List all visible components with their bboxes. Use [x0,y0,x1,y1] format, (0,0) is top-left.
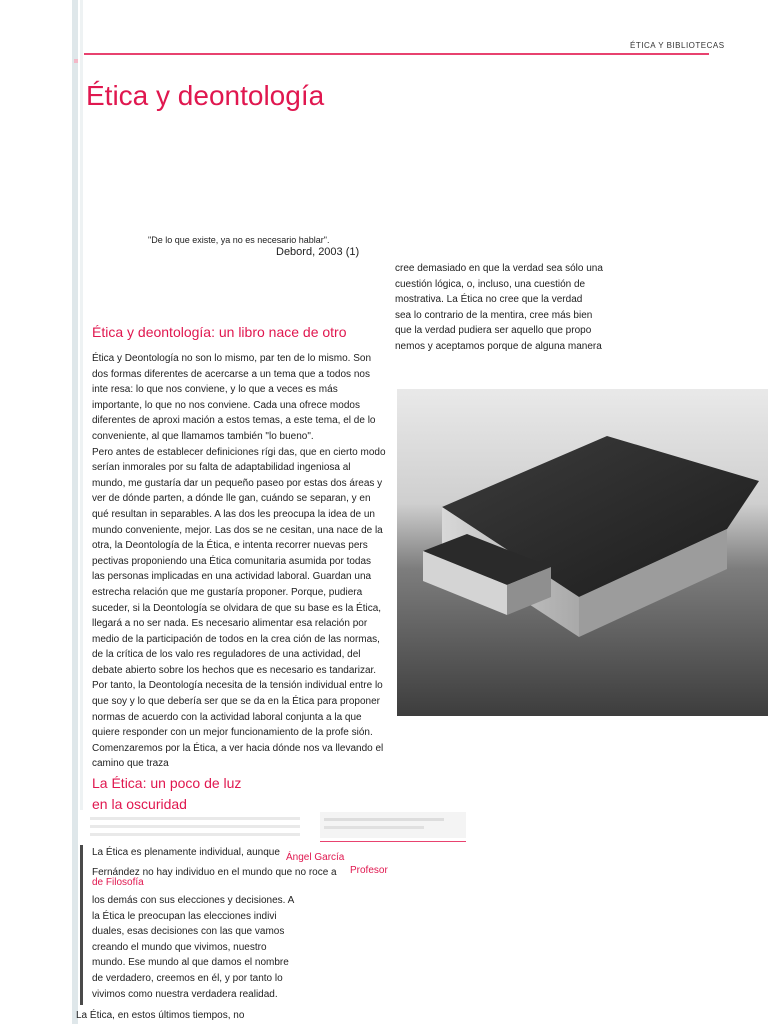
left-margin-bar-light [80,0,83,810]
faded-text-strip [90,812,300,842]
text-line: los demás con sus elecciones y decisiones. A [92,895,295,906]
faded-line [90,825,300,828]
text-line: Fernández no hay individuo en el mundo que no roce a [92,867,337,878]
header-rule [84,53,709,55]
text-line: La Ética es plenamente individual, aunque [92,847,280,858]
text-line: cree demasiado en que la verdad sea sólo una [395,263,603,274]
left-margin-bar-dark [80,845,83,1005]
text-line: Comenzaremos por la Ética, a ver hacia dónde nos va llevando el [92,742,384,754]
text-line: de verdadero, creemos en él, y por tanto lo [92,972,283,984]
text-line: creando el mundo que vivimos, nuestro [92,941,267,953]
section-body [92,351,394,772]
corner-mark [74,59,78,63]
text-line: que la verdad pudiera ser aquello que propo [395,325,592,337]
text-line: otra, la Deontología de la Ética, e intenta recorrer nuevas pers [92,540,368,552]
faded-line [90,817,300,820]
text-line: mundo, me gustaría dar un pequeño paseo por estas dos áreas y [92,477,383,489]
text-line: qué resultan in separables. A las dos les preocupa la idea de un [92,508,375,520]
text-line: nemos y aceptamos porque de alguna manera [395,340,602,352]
text-line: quiere responder con un mejor funcionamiento de la profe sión. [92,727,373,739]
section-heading-2 [92,773,241,815]
author-role-2: de Filosofía [92,877,144,888]
section-body-2 [92,893,302,1002]
author-rule [320,841,466,842]
heading-line: en la oscuridad [92,796,187,812]
text-line: vivimos como nuestra verdadera realidad. [92,988,278,1000]
text-line: debate abierto sobre los hechos que es necesario es tandarizar. [92,664,377,676]
text-line: Ética y Deontología no son lo mismo, par ten de lo mismo. Son [92,353,372,364]
epigraph-citation: Debord, 2003 (1) [276,246,360,258]
left-margin-bar [72,0,78,1024]
text-line: mundo. Ese mundo al que damos el nombre [92,957,289,969]
text-line: importante, lo que no nos conviene. Cada una ofrece modos [92,399,360,411]
page-title: Ética y deontología [86,80,325,111]
right-column-text [395,261,620,355]
book-photo [397,389,768,716]
text-line: cuestión lógica, o, incluso, una cuestión de [395,278,586,290]
running-head: ÉTICA Y BIBLIOTECAS [630,41,725,50]
text-line: duales, esas decisiones con las que vamos [92,926,285,938]
text-line: serían inmorales por su falta de adaptabilidad ingeniosa al [92,462,351,474]
faded-line [90,833,300,836]
text-line: La Ética, en estos últimos tiempos, no [76,1010,245,1021]
text-line: medio de la participación de todos en la crea ción de las normas, [92,633,380,645]
heading-line: La Ética: un poco de luz [92,775,242,791]
author-role: Profesor [350,865,388,876]
text-line: la Ética le preocupan las elecciones indivi [92,910,277,922]
text-line: normas de acuerdo con la actividad laboral conjunta a la que [92,711,362,723]
author-name: Ángel García [286,852,345,863]
text-line: diferentes de aproxi mación a estos temas, a este tema, el de lo [92,415,376,427]
text-line: suceder, si la Deontología se olvidara de que su base es la Ética, [92,602,382,614]
text-line: las personas implicadas en una actividad laboral. Guardan una [92,571,372,583]
text-line: llegará a no ser nada. Es necesario alimentar esa relación por [92,618,368,630]
text-line: camino que traza [92,758,169,770]
text-line: conveniente, al que llamamos también "lo bueno". [92,430,314,442]
text-line: sea lo contrario de la mentira, cree más bien [395,309,593,321]
text-line: mundo conveniente, mejor. Las dos se ne cesitan, una nace de la [92,524,383,536]
text-line: que soy y lo que debería ser que se da en la Ética para proponer [92,696,380,708]
text-line: de la crítica de los valo res reguladores de una actividad, del [92,649,361,661]
faded-box-line [324,826,424,829]
text-line: dos formas diferentes de acercarse a un tema que a todos nos [92,368,370,380]
epigraph-quote: "De lo que existe, ya no es necesario hablar". [148,235,330,245]
text-line: Por tanto, la Deontología necesita de la tensión individual entre lo [92,680,383,692]
text-line: Pero antes de establecer definiciones rígi das, que en cierto modo [92,446,386,458]
text-line: mostrativa. La Ética no cree que la verdad [395,294,583,306]
text-line: ver de dónde parten, a dónde lle gan, cuándo se separan, y en [92,493,371,505]
text-line: pectivas proponiendo una Ética comunitaria asumida por todas [92,555,372,567]
section-heading: Ética y deontología: un libro nace de otro [92,324,347,340]
faded-box-line [324,818,444,821]
faded-box [320,812,466,838]
text-line: estrecha relación que me gustaría proponer. Porque, pudiera [92,586,363,598]
text-line: inte resa: lo que nos conviene, y lo que a veces es más [92,384,338,396]
